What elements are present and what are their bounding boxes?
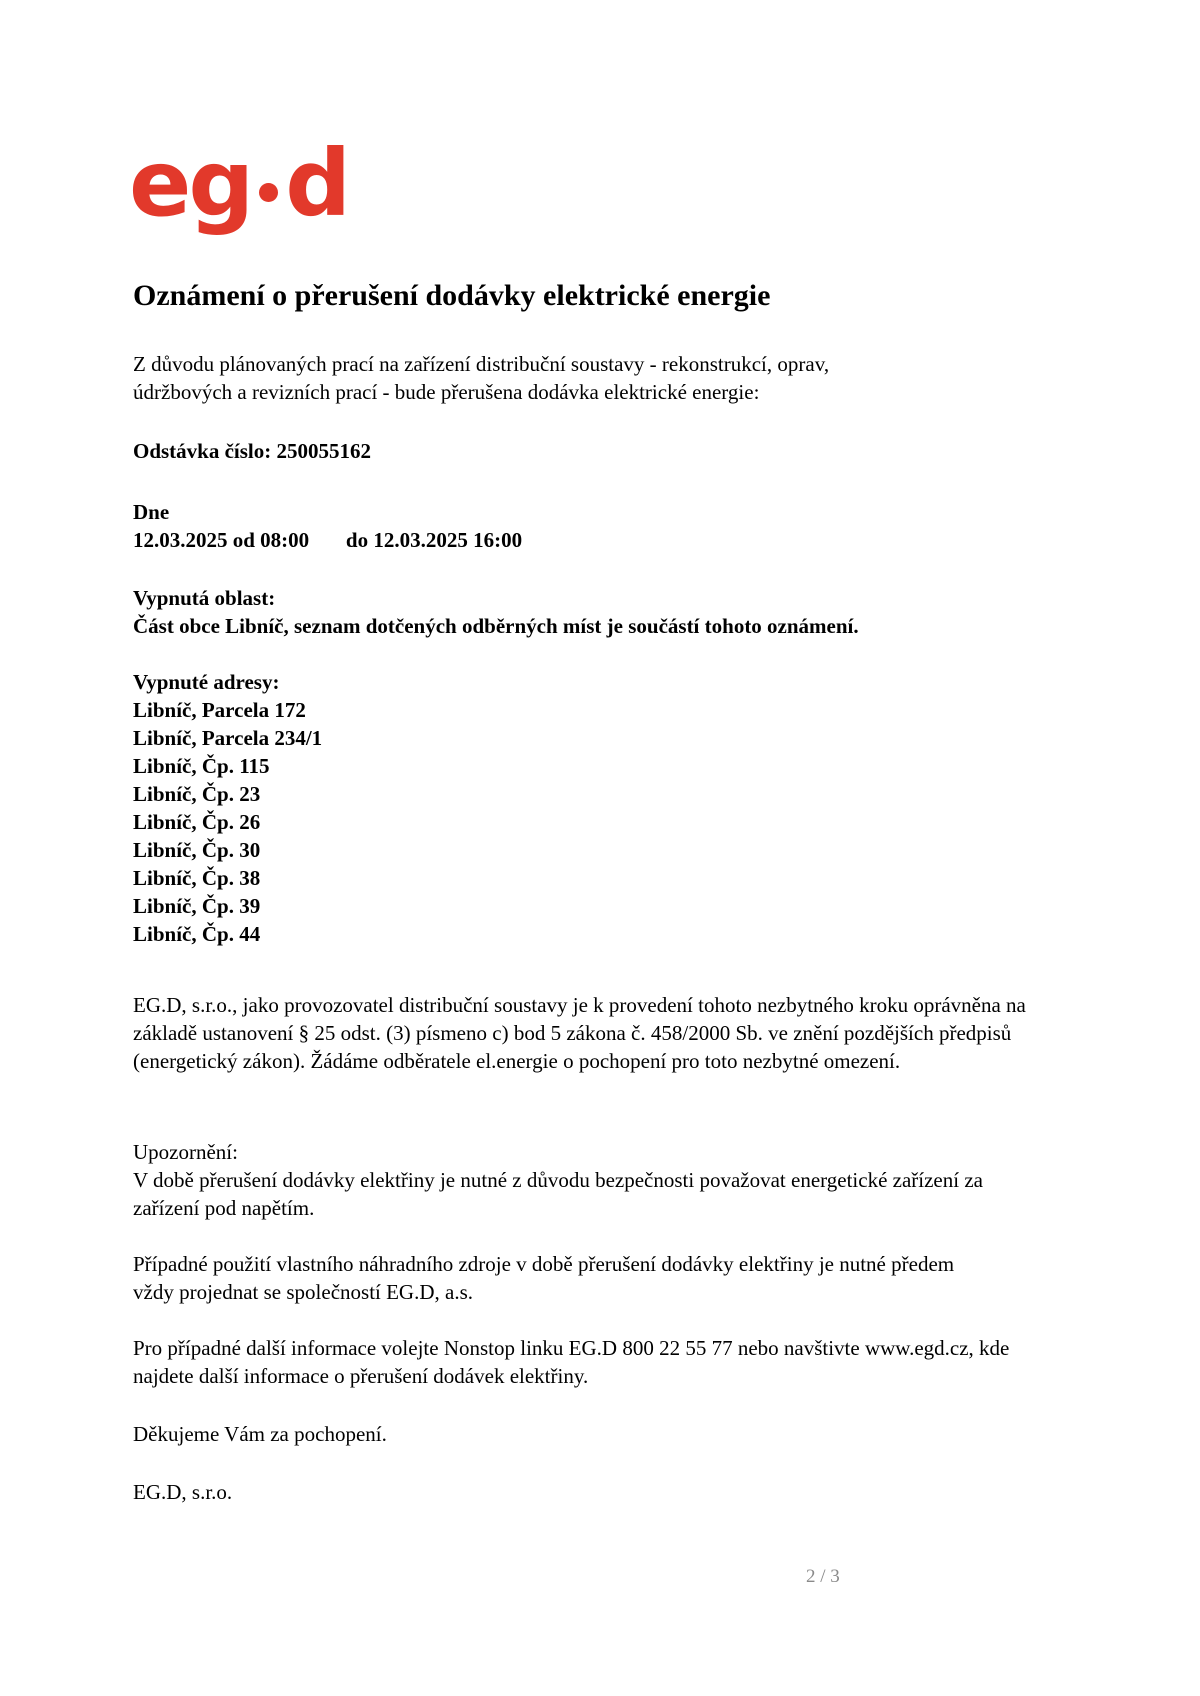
- legal-paragraph: EG.D, s.r.o., jako provozovatel distribuční soustavy je k provedení tohoto nezbytného kroku oprávněna na základě ustanovení § 25 odst. (3) písmeno c) bod 5 zákona č. 458/2000 Sb. ve znění pozdějších předpisů (energetický zákon). Žádáme odběratele el.energie o pochopení pro toto nezbytné omezení.: [133, 993, 1026, 1073]
- area-label: Vypnutá oblast:: [133, 586, 276, 610]
- address-line: Libníč, Čp. 26: [133, 810, 261, 834]
- egd-logo-dot-icon: [259, 183, 278, 202]
- address-line: Libníč, Čp. 115: [133, 754, 270, 778]
- page-title: Oznámení o přerušení dodávky elektrické energie: [133, 279, 771, 312]
- warning-text: V době přerušení dodávky elektřiny je nutné z důvodu bezpečnosti považovat energetické zařízení za zařízení pod napětím.: [133, 1168, 983, 1220]
- warning-block: [133, 1138, 1053, 1222]
- area-value: Část obce Libníč, seznam dotčených odběrných míst je součástí tohoto oznámení.: [133, 614, 859, 638]
- address-line: Libníč, Čp. 38: [133, 866, 261, 890]
- address-line: Libníč, Parcela 234/1: [133, 726, 323, 750]
- date-block: [133, 498, 1053, 554]
- addresses-block: [133, 668, 1053, 948]
- generator-paragraph: Případné použití vlastního náhradního zdroje v době přerušení dodávky elektřiny je nutné předem vždy projednat se společností EG.D, a.s.: [133, 1252, 955, 1304]
- intro-paragraph: Z důvodu plánovaných prací na zařízení distribuční soustavy - rekonstrukcí, oprav, údržbových a revizních prací - bude přerušena dodávka elektrické energie:: [133, 352, 830, 404]
- warning-label: Upozornění:: [133, 1140, 238, 1164]
- date-range: 12.03.2025 od 08:00 do 12.03.2025 16:00: [133, 528, 523, 552]
- affected-area-block: [133, 584, 1073, 640]
- thanks-line: Děkujeme Vám za pochopení.: [133, 1422, 387, 1446]
- page-number: 2 / 3: [806, 1566, 840, 1587]
- contact-info-paragraph: Pro případné další informace volejte Nonstop linku EG.D 800 22 55 77 nebo navštivte www.egd.cz, kde najdete další informace o přerušení dodávek elektřiny.: [133, 1336, 1010, 1388]
- address-line: Libníč, Čp. 30: [133, 838, 261, 862]
- egd-logo: [129, 130, 349, 237]
- address-line: Libníč, Parcela 172: [133, 698, 306, 722]
- address-line: Libníč, Čp. 23: [133, 782, 261, 806]
- addresses-label: Vypnuté adresy:: [133, 670, 280, 694]
- address-line: Libníč, Čp. 44: [133, 922, 261, 946]
- egd-logo-text-d: d: [285, 130, 349, 237]
- date-label: Dne: [133, 500, 170, 524]
- signature-line: EG.D, s.r.o.: [133, 1480, 233, 1504]
- egd-logo-text-eg: eg: [129, 130, 252, 237]
- address-line: Libníč, Čp. 39: [133, 894, 261, 918]
- outage-number-line: Odstávka číslo: 250055162: [133, 439, 372, 463]
